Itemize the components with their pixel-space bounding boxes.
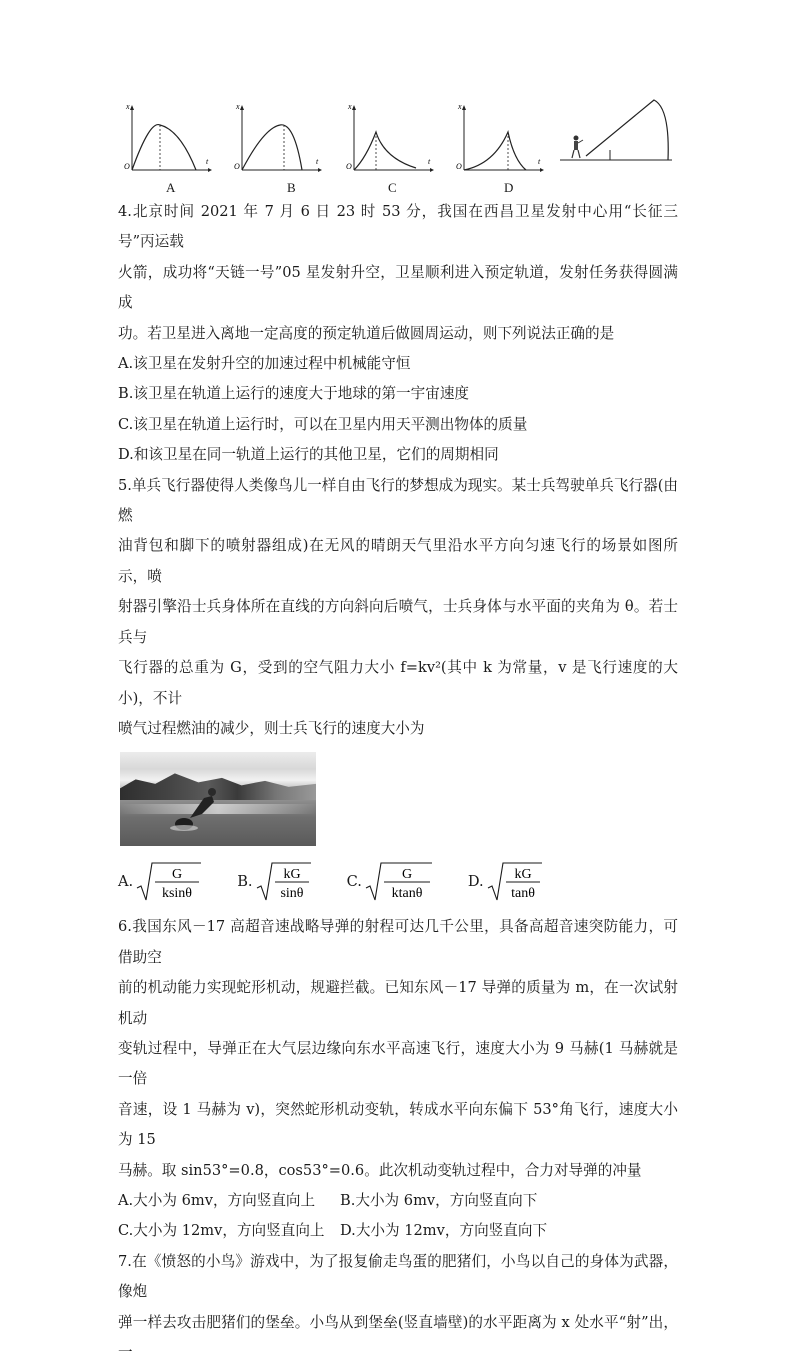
q4-stem-line-1: 4.北京时间 2021 年 7 月 6 日 23 时 53 分，我国在西昌卫星发射中心用“长征三号”丙运载 bbox=[118, 203, 678, 251]
svg-text:G: G bbox=[401, 867, 412, 883]
q4-option-d: D.和该卫星在同一轨道上运行的其他卫星，它们的周期相同 bbox=[118, 446, 499, 464]
q6-stem-line-5: 马赫。取 sin53°=0.8，cos53°=0.6。此次机动变轨过程中，合力对导弹的冲量 bbox=[118, 1161, 642, 1179]
q6-options-row-2 bbox=[118, 1216, 678, 1246]
q5-option-c bbox=[347, 860, 434, 904]
q5-option-c-formula bbox=[364, 860, 434, 904]
q5-option-a bbox=[118, 860, 203, 904]
svg-text:ktanθ: ktanθ bbox=[391, 886, 423, 902]
q5-option-b-label: B. bbox=[237, 873, 253, 891]
q4-option-a: A.该卫星在发射升空的加速过程中机械能守恒 bbox=[118, 355, 411, 373]
graph-a-origin: O bbox=[124, 162, 130, 171]
q5-option-c-label: C. bbox=[346, 873, 362, 891]
q5-options bbox=[118, 852, 678, 912]
graph-c-t-label: t bbox=[428, 157, 431, 166]
svg-text:kG: kG bbox=[283, 867, 301, 883]
q5-stem-line-5: 喷气过程燃油的减少，则士兵飞行的速度大小为 bbox=[118, 719, 425, 737]
q5-option-d-formula bbox=[486, 860, 544, 904]
graph-d-x-label: x bbox=[458, 102, 462, 111]
document-body bbox=[118, 197, 678, 1368]
graph-c bbox=[340, 98, 435, 178]
q7-stem-line-2: 弹一样去攻击肥猪们的堡垒。小鸟从到堡垒(竖直墙壁)的水平距离为 x 处水平“射”出，一 bbox=[118, 1313, 678, 1361]
graph-b bbox=[228, 98, 323, 178]
q6-option-a: A.大小为 6mv，方向竖直向上 bbox=[118, 1191, 316, 1209]
graph-b-t-label: t bbox=[316, 157, 319, 166]
svg-text:ksinθ: ksinθ bbox=[162, 886, 193, 902]
q5-stem-line-1: 5.单兵飞行器使得人类像鸟儿一样自由飞行的梦想成为现实。某士兵驾驶单兵飞行器(由燃 bbox=[118, 476, 678, 525]
graph-c-origin: O bbox=[346, 162, 352, 171]
q5-stem-line-2: 油背包和脚下的喷射器组成)在无风的晴朗天气里沿水平方向匀速飞行的场景如图所示，喷 bbox=[118, 537, 678, 585]
q5-option-d-label: D. bbox=[467, 873, 484, 891]
answer-graphs-row bbox=[118, 98, 678, 198]
q6-option-d: D.大小为 12mv，方向竖直向下 bbox=[340, 1222, 548, 1240]
graph-c-label: C bbox=[388, 180, 397, 195]
q6-option-b: B.大小为 6mv，方向竖直向下 bbox=[340, 1191, 538, 1209]
q5-option-b-formula bbox=[255, 860, 313, 904]
svg-text:G: G bbox=[172, 867, 183, 883]
q5-option-d bbox=[468, 860, 544, 904]
q4-option-c: C.该卫星在轨道上运行时，可以在卫星内用天平测出物体的质量 bbox=[118, 415, 528, 433]
q4-option-b: B.该卫星在轨道上运行的速度大于地球的第一宇宙速度 bbox=[118, 385, 470, 403]
q6-stem-line-3: 变轨过程中，导弹正在大气层边缘向东水平高速飞行，速度大小为 9 马赫(1 马赫就是一倍 bbox=[118, 1039, 678, 1088]
svg-text:kG: kG bbox=[514, 867, 532, 883]
graph-c-x-label: x bbox=[348, 102, 352, 111]
person-figure-icon bbox=[574, 136, 579, 141]
q5-stem-line-3: 射器引擎沿士兵身体所在直线的方向斜向后喷气，士兵身体与水平面的夹角为 θ。若士兵与 bbox=[118, 598, 678, 646]
q5-option-a-formula bbox=[135, 860, 203, 904]
graph-d-label: D bbox=[504, 180, 514, 195]
graph-a-t-label: t bbox=[206, 157, 209, 166]
q7-stem-line-1: 7.在《愤怒的小鸟》游戏中，为了报复偷走鸟蛋的肥猪们，小鸟以自己的身体为武器，像炮 bbox=[118, 1252, 678, 1301]
graph-b-x-label: x bbox=[236, 102, 240, 111]
q5-stem-line-4: 飞行器的总重为 G，受到的空气阻力大小 f=kv²(其中 k 为常量，v 是飞行速度的大小)，不计 bbox=[118, 659, 678, 707]
graph-b-origin: O bbox=[234, 162, 240, 171]
q6-option-c: C.大小为 12mv，方向竖直向上 bbox=[118, 1222, 325, 1240]
graph-d-t-label: t bbox=[538, 157, 541, 166]
q6-stem-line-2: 前的机动能力实现蛇形机动，规避拦截。已知东风－17 导弹的质量为 m，在一次试射机动 bbox=[118, 979, 678, 1027]
q6-stem-line-4: 音速，设 1 马赫为 v)，突然蛇形机动变轨，转成水平向东偏下 53°角飞行，速度大小为 15 bbox=[118, 1100, 678, 1149]
q4-stem-line-2: 火箭，成功将“天链一号”05 星发射升空，卫星顺利进入预定轨道，发射任务获得圆满成 bbox=[118, 263, 678, 312]
svg-text:sinθ: sinθ bbox=[280, 886, 304, 902]
q4-stem-line-3: 功。若卫星进入离地一定高度的预定轨道后做圆周运动，则下列说法正确的是 bbox=[118, 324, 615, 342]
jetpack-soldier-photo bbox=[120, 752, 316, 846]
graph-a-x-label: x bbox=[126, 102, 130, 111]
bird-slingshot-scene bbox=[560, 98, 675, 178]
q5-option-a-label: A. bbox=[118, 873, 134, 891]
graph-a-label: A bbox=[166, 180, 176, 195]
graph-a bbox=[118, 98, 213, 178]
graph-b-label: B bbox=[287, 180, 296, 195]
q5-option-b bbox=[237, 860, 312, 904]
q6-options-row-1 bbox=[118, 1186, 678, 1216]
graph-d-origin: O bbox=[456, 162, 462, 171]
svg-text:tanθ: tanθ bbox=[510, 886, 535, 902]
q6-stem-line-1: 6.我国东风－17 高超音速战略导弹的射程可达几千公里，具备高超音速突防能力，可借助空 bbox=[118, 918, 678, 966]
graph-d bbox=[450, 98, 545, 178]
